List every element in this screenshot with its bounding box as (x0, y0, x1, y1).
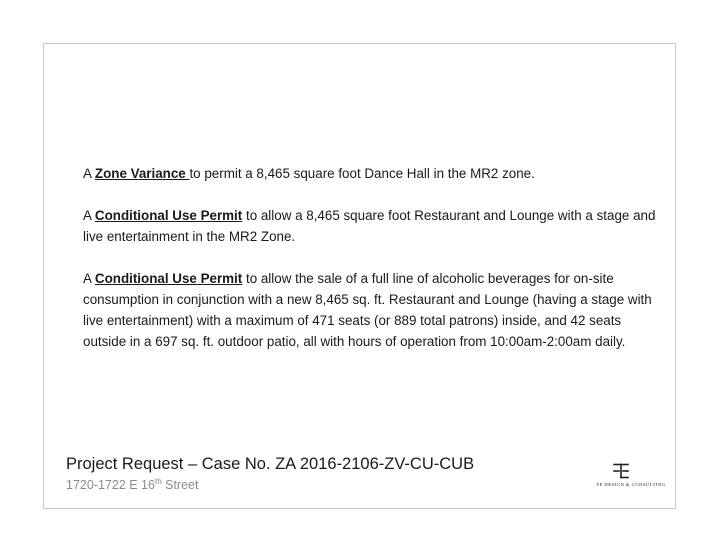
address-ordinal: th (154, 477, 162, 486)
company-logo (591, 463, 671, 493)
request-term-zone-variance: Zone Variance (94, 166, 190, 181)
fe-monogram-icon (612, 463, 630, 479)
request-list (83, 163, 658, 352)
request-term-cup: Conditional Use Permit (94, 208, 243, 223)
request-prefix: A (83, 271, 95, 286)
request-cup-restaurant (83, 205, 658, 247)
address-street: Street (161, 478, 199, 493)
request-prefix: A (83, 208, 95, 223)
request-description: to permit a 8,465 square foot Dance Hall in the MR2 zone. (189, 166, 535, 181)
request-description: to allow a 8,465 square foot Restaurant and Lounge with a stage and live entertainment in the MR2 Zone. (83, 208, 656, 244)
address-number: 1720-1722 E 16 (66, 478, 155, 493)
request-zone-variance (83, 163, 658, 184)
footer-address (66, 477, 198, 492)
request-description: to allow the sale of a full line of alcoholic beverages for on-site consumption in conjunction with a new 8,465 sq. ft. Restaurant and Lounge (having a stage with live entertainment) with a maximum of 471 seats (or 889 total patrons) inside, and 42 seats outside in a 697 sq. ft. outdoor patio, all with hours of operation from 10:00am-2:00am daily. (83, 271, 652, 349)
request-term-cup-alcohol: Conditional Use Permit (94, 271, 243, 286)
request-cup-alcohol (83, 268, 658, 352)
request-prefix: A (83, 166, 95, 181)
footer-title: Project Request – Case No. ZA 2016-2106-ZV-CU-CUB (66, 455, 475, 473)
logo-wordmark: FE DESIGN & CONSULTING (596, 482, 666, 487)
